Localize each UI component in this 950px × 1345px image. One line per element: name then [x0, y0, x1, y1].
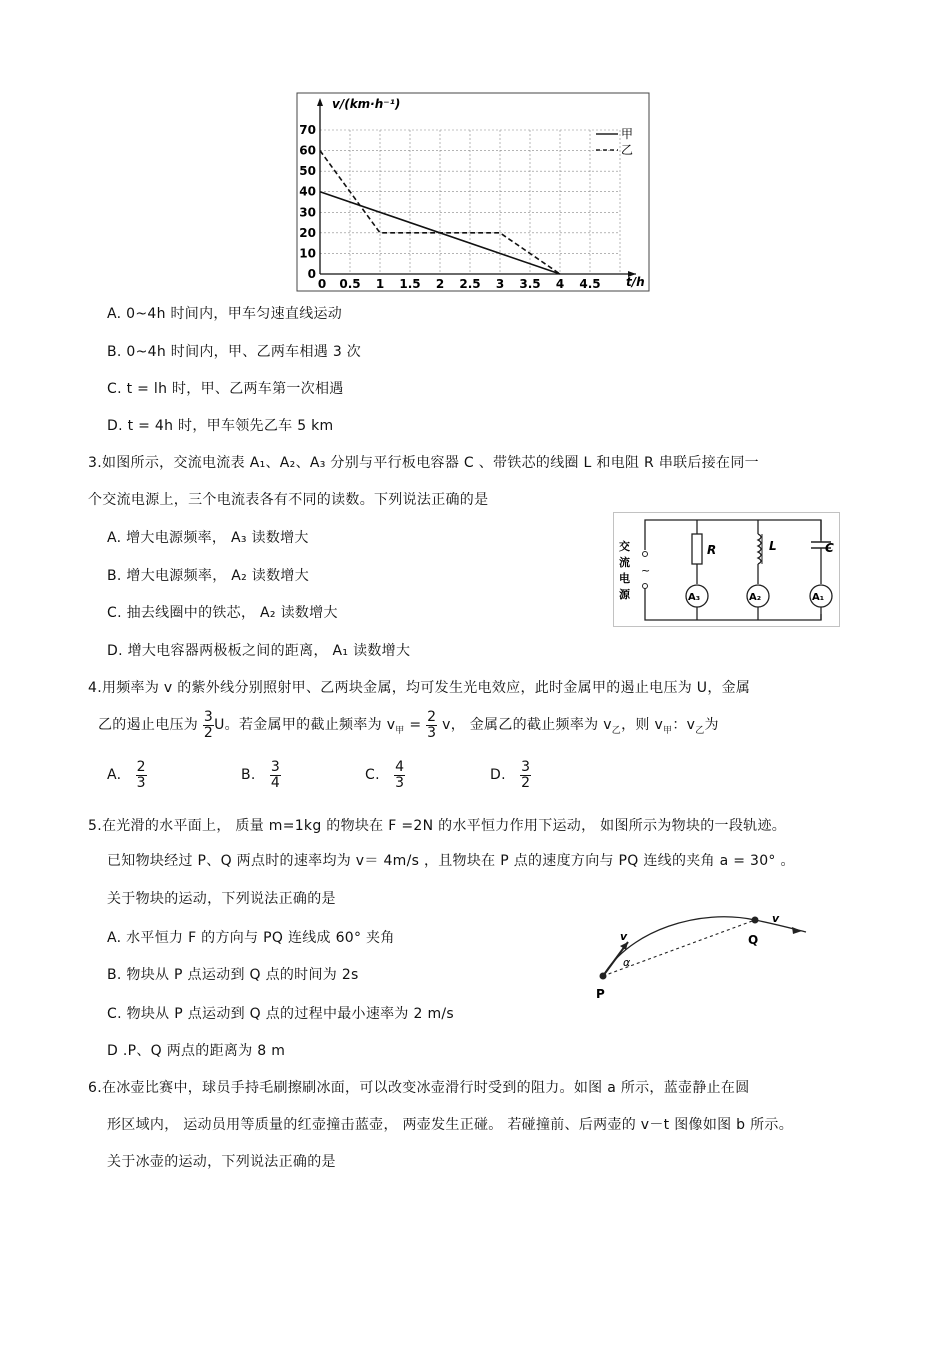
x-tick-label: 0 — [317, 277, 327, 291]
point-q — [752, 917, 759, 924]
circuit-diagram — [613, 512, 841, 628]
y-tick-label: 20 — [299, 225, 316, 240]
q5-option-c: C. 物块从 P 点运动到 Q 点的过程中最小速率为 2 m/s — [107, 1006, 454, 1022]
inductor-label: L — [769, 539, 777, 553]
y-tick-label: 0 — [307, 267, 316, 281]
y-tick-label: 60 — [299, 143, 316, 158]
q6-stem-line1: 6.在冰壶比赛中，球员手持毛刷擦刷冰面，可以改变冰壶滑行时受到的阻力。如图 a 所示，蓝壶静止在圆 — [88, 1080, 750, 1096]
q4-option-a: A. $\frac{2}{3}$ — [107, 759, 146, 791]
q5-option-a: A. 水平恒力 F 的方向与 PQ 连线成 60° 夹角 — [107, 930, 395, 946]
y-tick-label: 40 — [299, 184, 316, 199]
q2-option-b: B. 0~4h 时间内，甲、乙两车相遇 3 次 — [107, 344, 362, 360]
q5-option-b: B. 物块从 P 点运动到 Q 点的时间为 2s — [107, 967, 359, 983]
q3-stem-line1: 3.如图所示，交流电流表 A₁、A₂、A₃ 分别与平行板电容器 C 、带铁芯的线圈 L 和电阻 R 串联后接在同一 — [88, 455, 759, 471]
ammeter-a3-label: A₃ — [688, 592, 701, 603]
q5-stem-line3: 关于物块的运动，下列说法正确的是 — [107, 891, 336, 907]
q3-stem-line2: 个交流电源上，三个电流表各有不同的读数。下列说法正确的是 — [88, 492, 489, 508]
x-tick-label: 4 — [555, 277, 565, 291]
fraction-three-halves: $\frac{3}{2}$ — [203, 709, 214, 741]
x-tick-label: 3 — [495, 277, 505, 291]
q2-option-a: A. 0~4h 时间内，甲车匀速直线运动 — [107, 306, 343, 322]
y-axis-arrow — [317, 98, 323, 106]
source-terminal-bottom — [643, 584, 648, 589]
fraction-two-thirds: $\frac{2}{3}$ — [427, 709, 437, 741]
source-label-4: 源 — [619, 588, 630, 601]
source-label-3: 电 — [619, 572, 630, 585]
q3-option-a: A. 增大电源频率， A₃ 读数增大 — [107, 530, 309, 546]
source-label-1: 交 — [619, 540, 630, 553]
x-tick-label: 3.5 — [519, 277, 541, 291]
legend-label-yi: 乙 — [621, 143, 634, 157]
q4-option-c: C. $\frac{4}{3}$ — [365, 759, 405, 791]
q2-option-c: C. t = lh 时，甲、乙两车第一次相遇 — [107, 381, 344, 397]
label-alpha: α — [623, 956, 631, 969]
x-axis-label: t/h — [626, 275, 645, 289]
chart-ticks — [299, 123, 600, 291]
resistor-label: R — [707, 543, 717, 557]
wire-top — [645, 520, 821, 550]
wire-bottom — [645, 588, 821, 620]
source-label-2: 流 — [619, 556, 630, 569]
ac-symbol: ~ — [641, 564, 651, 577]
q3-option-c: C. 抽去线圈中的铁芯， A₂ 读数增大 — [107, 605, 338, 621]
q4-stem-line1: 4.用频率为 v 的紫外线分别照射甲、乙两块金属，均可发生光电效应，此时金属甲的遏止电压为 U，金属 — [88, 680, 751, 696]
q5-option-d: D .P、Q 两点的距离为 8 m — [107, 1043, 286, 1059]
ammeter-a1-label: A₁ — [812, 592, 825, 603]
q3-option-b: B. 增大电源频率， A₂ 读数增大 — [107, 568, 309, 584]
q4-option-b: B. $\frac{3}{4}$ — [241, 759, 281, 791]
y-tick-label: 30 — [299, 205, 316, 220]
x-tick-label: 4.5 — [579, 277, 601, 291]
x-tick-label: 2 — [435, 277, 445, 291]
vt-chart — [296, 92, 652, 294]
capacitor-label: C — [825, 541, 834, 555]
q5-stem-line2: 已知物块经过 P、Q 两点时的速率均为 v＝ 4m/s ，且物块在 P 点的速度方向与 PQ 连线的夹角 a = 30° 。 — [107, 853, 795, 869]
y-tick-label: 10 — [299, 246, 316, 261]
source-terminal-top — [643, 552, 648, 557]
y-tick-label: 50 — [299, 164, 316, 179]
trajectory-figure — [590, 910, 812, 1004]
q6-stem-line2: 形区域内， 运动员用等质量的红壶撞击蓝壶， 两壶发生正碰。 若碰撞前、后两壶的 v－t 图像如图 b 所示。 — [107, 1117, 794, 1133]
q6-stem-line3: 关于冰壶的运动，下列说法正确的是 — [107, 1154, 336, 1170]
x-tick-label: 1 — [375, 277, 385, 291]
label-p: P — [596, 987, 605, 1001]
point-p — [600, 973, 607, 980]
label-v-q: v — [772, 912, 780, 925]
legend-label-jia: 甲 — [621, 127, 634, 141]
x-tick-label: 2.5 — [459, 277, 481, 291]
y-axis-label: v/(km·h⁻¹) — [332, 97, 401, 111]
q2-option-d: D. t = 4h 时，甲车领先乙车 5 km — [107, 418, 334, 434]
q5-stem-line1: 5.在光滑的水平面上， 质量 m=1kg 的物块在 F =2N 的水平恒力作用下运动， 如图所示为物块的一段轨迹。 — [88, 818, 787, 834]
q3-option-d: D. 增大电容器两极板之间的距离， A₁ 读数增大 — [107, 643, 411, 659]
q4-option-d: D. $\frac{3}{2}$ — [490, 759, 531, 791]
x-tick-label: 0.5 — [339, 277, 361, 291]
velocity-arrowhead-q — [792, 927, 802, 934]
y-tick-label: 70 — [299, 123, 316, 137]
resistor-r — [692, 534, 702, 564]
q4-stem-line2: 乙的遏止电压为 $\frac{3}{2}$ U。若金属甲的截止频率为 $v_甲$ = $\frac{2}{3}$ v， 金属乙的截止频率为 $v_乙$，则 $v_甲$：$v_乙$为 — [98, 709, 719, 741]
trajectory-curve — [603, 917, 806, 976]
inductor-coil — [758, 534, 761, 564]
ammeter-a2-label: A₂ — [749, 592, 762, 603]
label-q: Q — [748, 933, 759, 947]
x-tick-label: 1.5 — [399, 277, 421, 291]
chart-grid — [317, 98, 636, 277]
label-v-p: v — [620, 930, 628, 943]
